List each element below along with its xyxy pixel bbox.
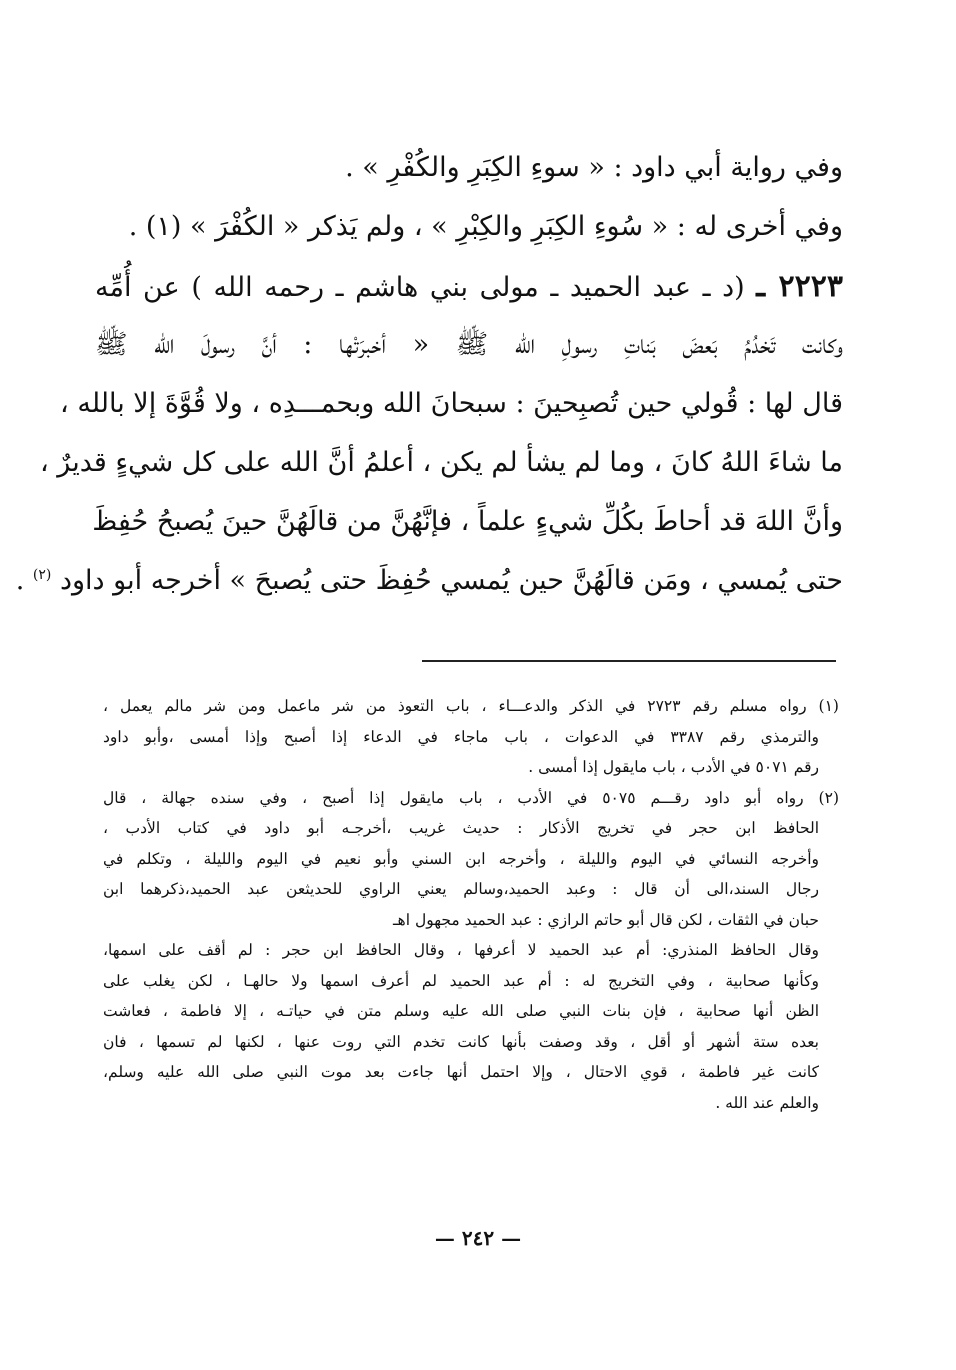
main-line-text: (د ـ عبد الحميد ـ مولى بني هاشم ـ رحمه الله ) عن أُمِّه <box>95 272 745 303</box>
footnote-text: رجال السند،الى أن قال : وعبد الحميد،وسالم يعني الراوي للحديثعن عبد الحميد،ذكرهما ابن <box>103 880 819 898</box>
footnote-text: كانت غير فاطمة ، قوي الاحتال ، وإلا احتمل أنها جاءت بعد موت النبي صلى الله عليه وسلم، <box>103 1063 819 1081</box>
main-line-text: وفي أخرى له : « سُوءِ الكِبَرِ والكِبْرِ » ، ولم يَذكر « الكُفْرَ » (١) . <box>128 211 843 242</box>
footnote-line <box>103 1089 839 1120</box>
footnote-separator <box>422 660 836 662</box>
footnote-text: والعلم عند الله . <box>715 1093 819 1112</box>
footnote-text: وكأنها صحابية ، وفي التخريج له : أم عبد الحميد لم أعرف اسمها ولا حالهـا ، لكن يغلب على <box>103 971 819 990</box>
footnote-text: وقال الحافظ المنذري: أم عبد الحميد لا أعرفها ، وقال الحافظ ابن حجر : لم أقف على اسمها، <box>103 941 819 959</box>
main-line-text: وأنَّ اللهَ قد أحاطَ بكُلِّ شيءٍ علماً ، فإنَّهُنَّ من قالَهُنَّ حينَ يُصبحُ حُفِظَ <box>92 506 843 537</box>
footnote-line <box>103 997 839 1028</box>
main-line-2 <box>95 201 843 260</box>
main-line-5 <box>60 378 843 437</box>
footnote-line <box>103 967 839 998</box>
period: . <box>15 565 25 596</box>
main-line-text: وفي رواية أبي داود : « سوءِ الكِبَرِ والكُفْرِ » . <box>345 152 843 183</box>
footnote-text: (٢) رواه أبو داود رقـــم ٥٠٧٥ في الأدب ، باب مايقول إذا أصبح ، وفي سنده جهالة ، قال <box>103 788 839 807</box>
footnote-text: بعده ستة أشهر أو أقل ، وقد وصفت بأنها كانت تخدم التي روت عنها ، لكنها لم تسمها ، فان <box>103 1032 819 1051</box>
footnote-line <box>103 784 839 815</box>
main-line-text: قال لها : قُولي حين تُصبِحينَ : سبحانَ الله وبحمـــدِه ، ولا قُوَّةَ إلا بالله ، <box>60 388 843 419</box>
main-line-text: حتى يُمسي ، ومَن قالَهُنَّ حين يُمسي حُفِظَ حتى يُصبحَ » أخرجه أبو داود <box>59 565 843 596</box>
page-number: — ٢٤٢ — <box>434 1226 522 1250</box>
footnote-text: (١) رواه مسلم رقم ٢٧٢٣ في الذكر والدعـــاء ، باب التعوذ من شر ماعمل ومن شر مالم يعمل ، <box>103 697 839 715</box>
main-line-6 <box>40 437 843 496</box>
footnote-line <box>103 753 839 784</box>
footnote-line <box>103 692 839 723</box>
footnote-line <box>103 723 839 754</box>
footnote-text: حبان في الثقات ، لكن قال أبو حاتم الرازي : عبد الحميد مجهول اهـ <box>393 910 819 929</box>
main-line-1 <box>95 142 843 201</box>
footnote-line <box>103 875 839 906</box>
footnote-line <box>103 1058 839 1089</box>
main-line-8 <box>15 555 843 614</box>
main-text <box>15 142 843 614</box>
footnote-line <box>103 1028 839 1059</box>
main-line-7 <box>92 496 843 555</box>
footnote-text: الحافظ ابن حجر في تخريج الأذكار : حديث غريب ،أخرجـه أبو داود في كتاب الأدب ، <box>103 819 819 837</box>
footnote-text: رقم ٥٠٧١ في الأدب ، باب مايقول إذا أمسى . <box>528 758 819 776</box>
footnotes <box>103 692 839 1119</box>
main-line-text: وكانت تَخدُمُ بَعضَ بَناتِ رسولِ الله ﷺ « أخبرَتْها : أنَّ رسولَ الله ﷺ <box>95 329 843 360</box>
main-line-4 <box>95 319 843 378</box>
footnote-text: الظن أنها صحابية ، فإن بنات النبي صلى الله عليه وسلم متن في حياتـه ، إلا فاطمة ، فعاشت <box>103 1002 819 1020</box>
footnote-text: وأخرجه النسائي في اليوم والليلة ، وأخرجه ابن السني وأبو نعيم في اليوم والليلة ، وتكلم في <box>103 849 819 868</box>
footnote-text: والترمذي رقم ٣٣٨٧ في الدعوات ، باب ماجاء في الدعاء إذا أصبح وإذا أمسى ،وأبو داود <box>103 727 819 746</box>
footnote-line <box>103 814 839 845</box>
footnote-line <box>103 906 839 937</box>
hadith-heading-line <box>95 260 843 319</box>
footnote-line <box>103 936 839 967</box>
footnote-ref-2: (٢) <box>32 567 52 583</box>
footnote-line <box>103 845 839 876</box>
hadith-number: ٢٢٢٣ ـ <box>756 269 843 304</box>
main-line-text: ما شاءَ اللهُ كانَ ، وما لم يشأ لم يكن ، أعلمُ أنَّ الله على كل شيءٍ قديرٌ ، <box>40 447 843 478</box>
